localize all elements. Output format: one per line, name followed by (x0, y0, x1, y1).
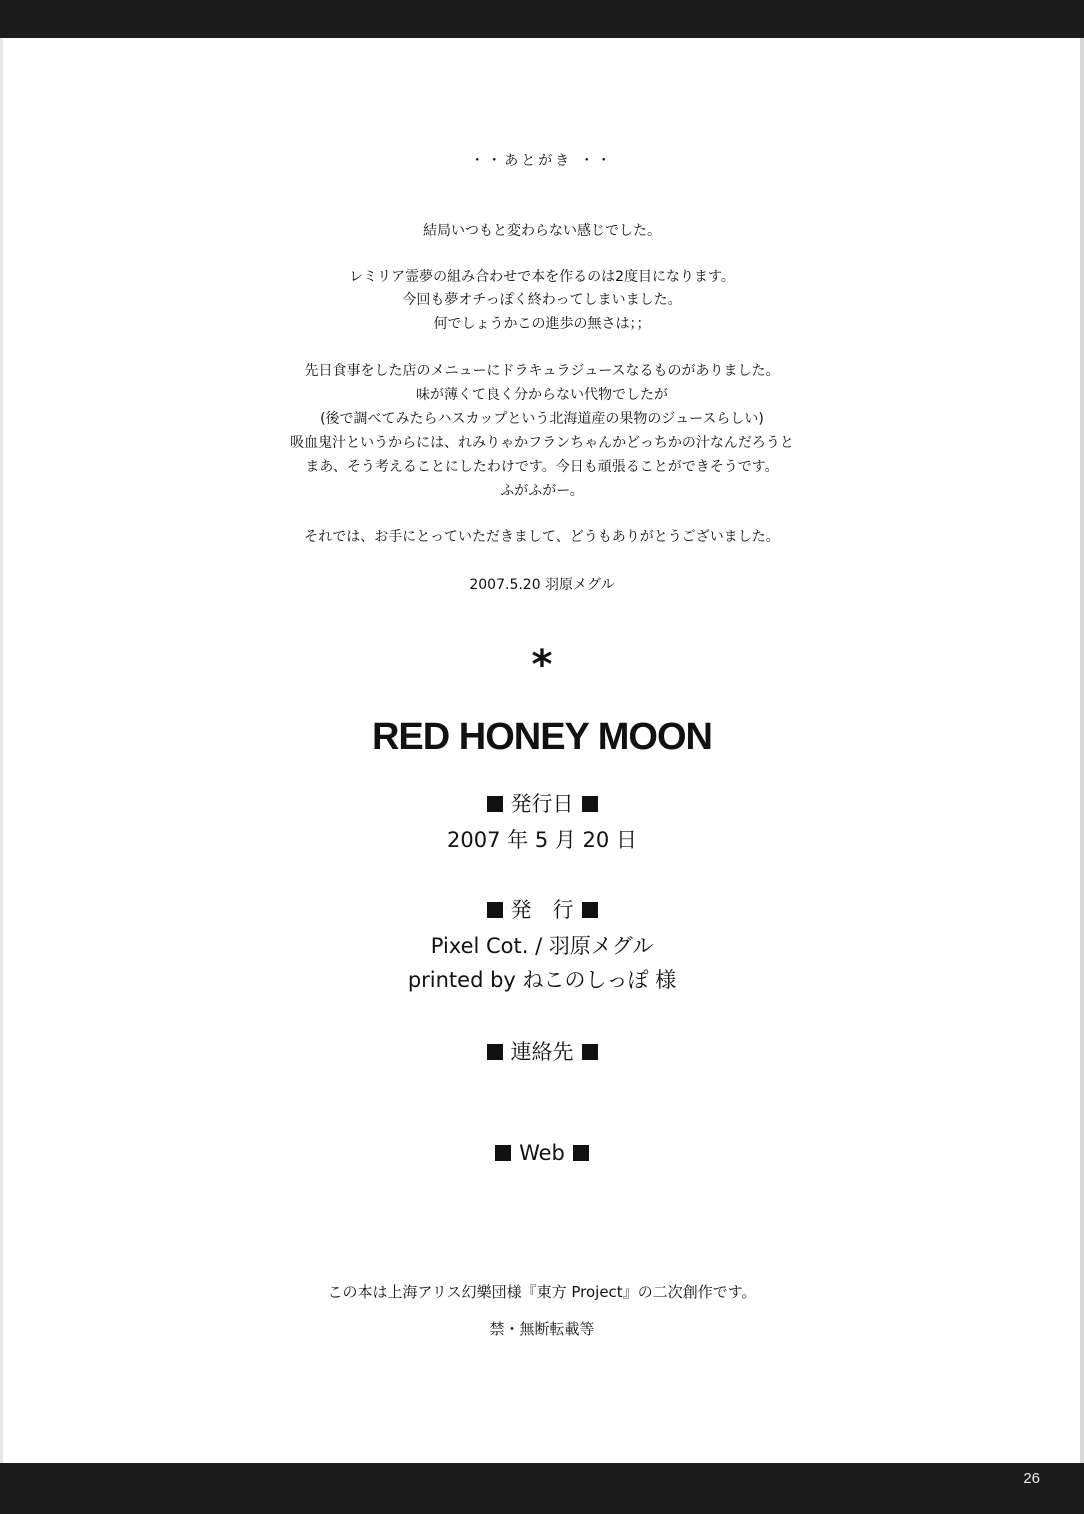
afterword-line: 先日食事をした店のメニューにドラキュラジュースなるものがありました。 (304, 363, 780, 379)
afterword-line: まあ、そう考えることにしたわけです。今日も頑張ることができそうです。 (305, 459, 779, 475)
square-bullet-icon (487, 1044, 503, 1060)
contact-heading: 連絡先 (0, 1036, 1084, 1066)
afterword-line: 何でしょうかこの進歩の無さは；； (433, 316, 651, 332)
derivative-work-notice: この本は上海アリス幻樂団様『東方 Project』の二次創作です。 (327, 1283, 757, 1301)
afterword-line: レミリア霊夢の組み合わせで本を作るのは2度目になります。 (349, 269, 735, 285)
square-bullet-icon (582, 902, 598, 918)
book-title: RED HONEY MOON (371, 716, 712, 758)
square-bullet-icon (573, 1145, 589, 1161)
afterword-line: 結局いつもと変わらない感じでした。 (423, 223, 661, 239)
issue-date: 2007 年 5 月 20 日 (447, 828, 637, 852)
afterword-line: それでは、お手にとっていただきまして、どうもありがとうございました。 (304, 529, 780, 545)
publisher-heading: 発 行 (0, 894, 1084, 924)
square-bullet-icon (495, 1145, 511, 1161)
square-bullet-icon (487, 902, 503, 918)
square-bullet-icon (582, 1044, 598, 1060)
page-number: 26 (1023, 1470, 1040, 1487)
bottom-black-bar (0, 1463, 1084, 1514)
no-reproduction-notice: 禁・無断転載等 (489, 1320, 595, 1338)
publisher: Pixel Cot. / 羽原メグル (430, 934, 654, 958)
afterword-title: ・・あとがき ・・ (470, 153, 614, 169)
square-bullet-icon (582, 796, 598, 812)
printer: printed by ねこのしっぽ 様 (407, 968, 677, 992)
top-black-bar (0, 0, 1084, 38)
afterword-signature: 2007.5.20 羽原メグル (469, 577, 615, 593)
afterword-line: 今回も夢オチっぽく終わってしまいました。 (402, 292, 682, 308)
afterword-line: 味が薄くて良く分からない代物でしたが (416, 387, 668, 403)
asterisk-ornament: * (531, 642, 553, 688)
issue-date-heading: 発行日 (0, 788, 1084, 818)
afterword-line: ふがふがー。 (500, 483, 584, 499)
web-heading: Web (0, 1141, 1084, 1165)
afterword-line: 吸血鬼汁というからには、れみりゃかフランちゃんかどっちかの汁なんだろうと (290, 435, 794, 451)
square-bullet-icon (487, 796, 503, 812)
afterword-line: (後で調べてみたらハスカップという北海道産の果物のジュースらしい) (320, 411, 764, 427)
